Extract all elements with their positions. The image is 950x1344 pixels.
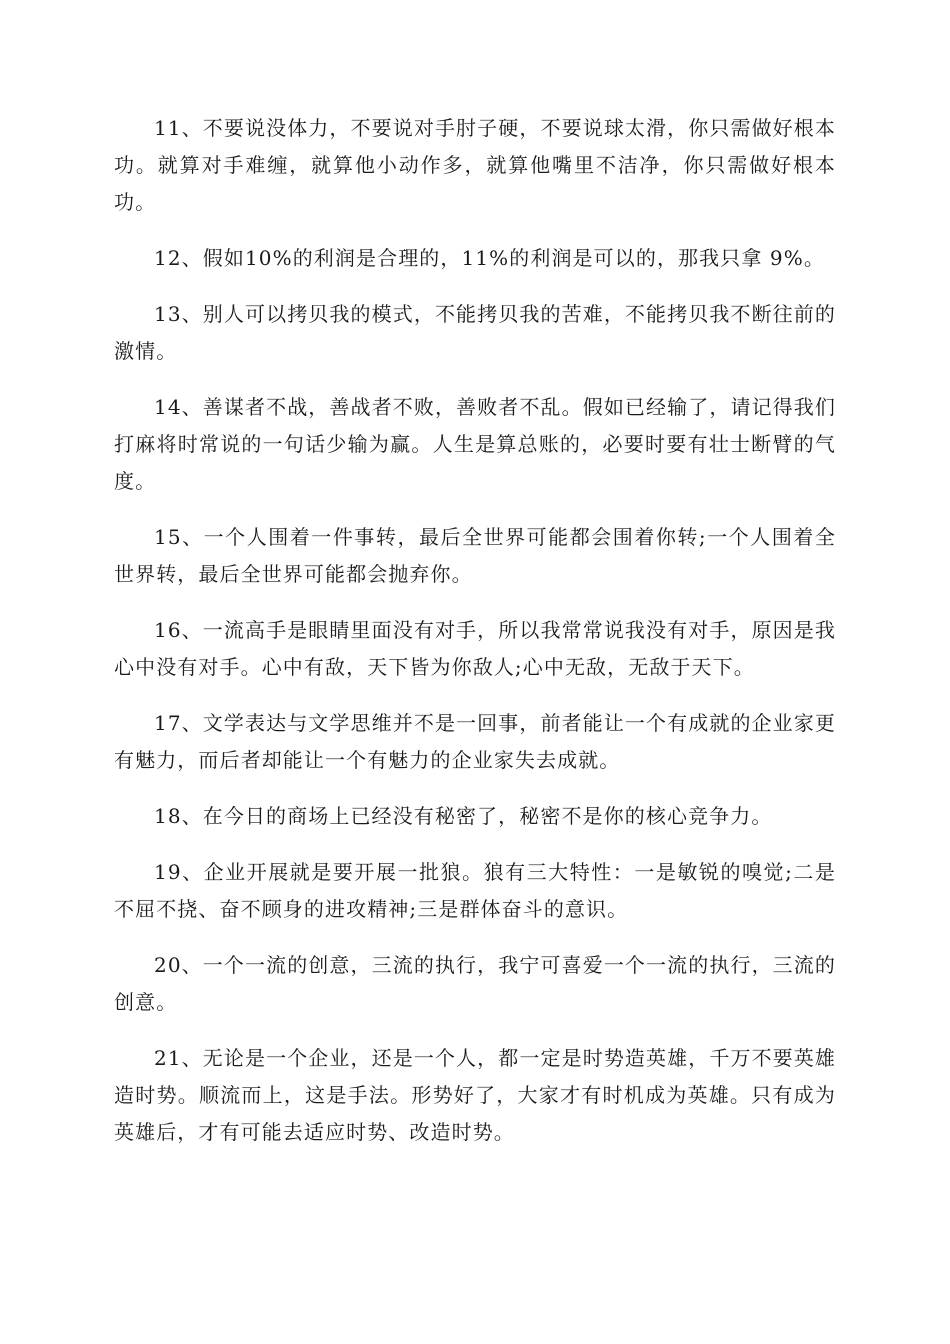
document-body (114, 110, 836, 1170)
quote-paragraph-11: 11、不要说没体力，不要说对手肘子硬，不要说球太滑，你只需做好根本功。就算对手难缠，就算他小动作多，就算他嘴里不洁净，你只需做好根本功。 (114, 116, 836, 214)
quote-paragraph-20: 20、一个一流的创意，三流的执行，我宁可喜爱一个一流的执行，三流的创意。 (114, 953, 836, 1014)
quote-paragraph-13: 13、别人可以拷贝我的模式，不能拷贝我的苦难，不能拷贝我不断往前的激情。 (114, 302, 836, 363)
quote-paragraph-15: 15、一个人围着一件事转，最后全世界可能都会围着你转;一个人围着全世界转，最后全世界可能都会抛弃你。 (114, 525, 836, 586)
quote-paragraph-21: 21、无论是一个企业，还是一个人，都一定是时势造英雄，千万不要英雄造时势。顺流而上，这是手法。形势好了，大家才有时机成为英雄。只有成为英雄后，才有可能去适应时势、改造时势。 (114, 1046, 836, 1144)
quote-paragraph-17: 17、文学表达与文学思维并不是一回事，前者能让一个有成就的企业家更有魅力，而后者却能让一个有魅力的企业家失去成就。 (114, 711, 836, 772)
quote-paragraph-12: 12、假如10%的利润是合理的，11%的利润是可以的，那我只拿 9%。 (154, 246, 825, 270)
quote-paragraph-19: 19、企业开展就是要开展一批狼。狼有三大特性：一是敏锐的嗅觉;二是不屈不挠、奋不顾身的进攻精神;三是群体奋斗的意识。 (114, 860, 836, 921)
quote-paragraph-18: 18、在今日的商场上已经没有秘密了，秘密不是你的核心竞争力。 (154, 804, 773, 828)
quote-paragraph-14: 14、善谋者不战，善战者不败，善败者不乱。假如已经输了，请记得我们打麻将时常说的一句话少输为赢。人生是算总账的，必要时要有壮士断臂的气度。 (114, 395, 836, 493)
quote-paragraph-16: 16、一流高手是眼睛里面没有对手，所以我常常说我没有对手，原因是我心中没有对手。心中有敌，天下皆为你敌人;心中无敌，无敌于天下。 (114, 618, 836, 679)
